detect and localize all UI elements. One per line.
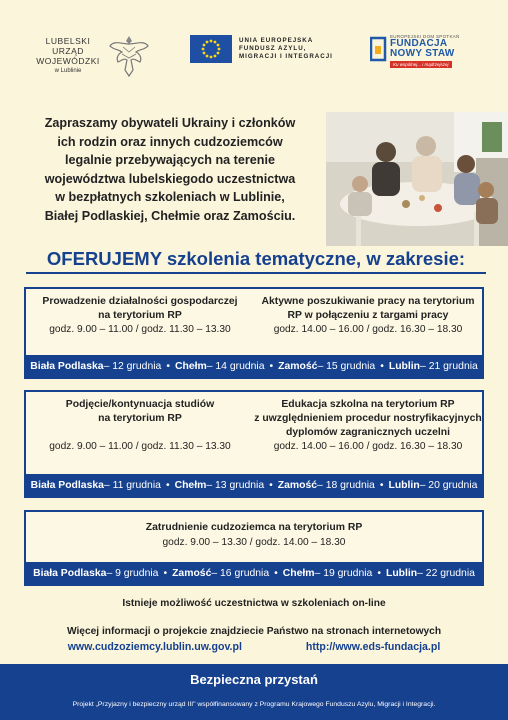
training-title: Edukacja szkolna na terytorium RP [281, 399, 455, 410]
city-date: – 19 grudnia [314, 567, 373, 579]
training-title: na terytorium RP [98, 310, 182, 321]
city-name: Biała Podlaska [30, 479, 104, 491]
city-name: Chełm [282, 567, 315, 579]
city-date: – 18 grudnia [317, 479, 375, 491]
training-2-right [254, 398, 482, 454]
training-title: RP w połączeniu z targami pracy [287, 310, 449, 321]
city-date: – 13 grudnia [206, 479, 265, 491]
more-info-text: Więcej informacji o projekcie znajdziecie Państwo na stronach internetowych [66, 626, 442, 637]
training-hours: godz. 14.00 – 16.00 / godz. 16.30 – 18.30 [273, 441, 463, 452]
training-2-left [26, 398, 254, 454]
dates-bar-3: Biała Podlaska – 9 grudnia • Zamość – 16 grudnia • Chełm – 19 grudnia • Lublin – 22 grudnia [26, 562, 482, 584]
training-title: dyplomów zagranicznych uczelni [286, 427, 450, 438]
city-date: – 21 grudnia [420, 360, 478, 372]
footer [0, 664, 508, 720]
training-1-right [254, 295, 482, 337]
offer-heading: OFERUJEMY szkolenia tematyczne, w zakresie: [26, 248, 486, 274]
city-name: Biała Podlaska [30, 360, 104, 372]
intro-line: legalnie przebywających na terenie [65, 153, 275, 167]
city-name: Zamość [278, 360, 318, 372]
family-table-photo [326, 112, 508, 246]
training-title: na terytorium RP [98, 413, 182, 424]
training-hours: godz. 9.00 – 13.30 / godz. 14.00 – 18.30 [162, 537, 346, 548]
training-box-2 [24, 390, 484, 498]
city-name: Lublin [385, 567, 418, 579]
training-3 [26, 512, 482, 550]
link-eds-fundacja[interactable]: http://www.eds-fundacja.pl [305, 641, 441, 653]
training-title: Podjęcie/kontynuacja studiów [65, 399, 215, 410]
fundacja-name-1: FUNDACJA [390, 38, 448, 49]
training-hours: godz. 9.00 – 11.00 / godz. 11.30 – 13.30 [49, 324, 231, 335]
training-1-left [26, 295, 254, 337]
eagle-emblem-icon [108, 32, 150, 80]
eu-flag-icon [190, 35, 232, 63]
training-title: Aktywne poszukiwanie pracy na terytorium [261, 296, 475, 307]
city-name: Chełm [174, 360, 207, 372]
intro-line: Zapraszamy obywateli Ukrainy i członków [44, 116, 296, 130]
intro-line: województwa lubelskiegodo uczestnictwa [44, 171, 296, 186]
city-date: – 15 grudnia [317, 360, 376, 372]
city-name: Lublin [388, 479, 420, 491]
urzad-line-4: w Lublinie [54, 68, 82, 74]
city-date: – 11 grudnia [103, 479, 161, 491]
fundacja-name-2: NOWY STAW [390, 48, 455, 59]
city-name: Biała Podlaska [33, 567, 107, 579]
fundacja-top-text: EUROPEJSKI DOM SPOTKAŃ [390, 34, 460, 39]
eu-logo-text [239, 37, 333, 61]
city-name: Zamość [172, 567, 212, 579]
ue-line-3: MIGRACJI I INTEGRACJI [239, 53, 333, 60]
online-note: Istnieje możliwość uczestnictwa w szkoleniach on-line [122, 598, 386, 609]
training-title: Prowadzenie działalności gospodarczej [42, 296, 238, 307]
intro-line: w bezpłatnych szkoleniach w Lublinie, [55, 190, 285, 204]
training-hours: godz. 14.00 – 16.00 / godz. 16.30 – 18.30 [273, 324, 463, 335]
city-date: – 16 grudnia [211, 567, 270, 579]
training-title: z uwzględnieniem procedur nostryfikacyjnych [254, 413, 482, 424]
city-name: Chełm [174, 479, 207, 491]
dates-bar-1: Biała Podlaska – 12 grudnia • Chełm – 14 grudnia • Zamość – 15 grudnia • Lublin – 21 grudnia [26, 355, 482, 377]
fundacja-house-icon [370, 34, 388, 64]
urzad-line-1: LUBELSKI [45, 36, 91, 46]
urzad-logo-text [34, 36, 102, 76]
intro-text [20, 114, 320, 225]
city-date: – 9 grudnia [106, 567, 159, 579]
training-box-3 [24, 510, 484, 586]
city-name: Zamość [277, 479, 318, 491]
fundacja-tagline: Ku wspólnej... i mądrzejszej [390, 61, 452, 68]
intro-line: Białej Podlaskiej, Chełmie oraz Zamościu. [44, 208, 296, 223]
city-name: Lublin [388, 360, 421, 372]
urzad-line-3: WOJEWÓDZKI [36, 56, 100, 66]
city-date: – 14 grudnia [206, 360, 265, 372]
eu-logo [190, 35, 333, 63]
fundacja-logo [370, 34, 480, 76]
ue-line-1: UNIA EUROPEJSKA [239, 37, 314, 44]
training-hours: godz. 9.00 – 11.00 / godz. 11.30 – 13.30 [49, 441, 231, 452]
footer-note: Projekt „Przyjazny i bezpieczny urząd III" współfinansowany z Programu Krajowego Funduszu Azylu, Migracji i Integracji. [72, 701, 436, 708]
city-date: – 22 grudnia [417, 567, 475, 579]
training-title: Zatrudnienie cudzoziemca na terytorium RP [145, 522, 363, 533]
header-logos [0, 0, 508, 96]
city-date: – 12 grudnia [103, 360, 162, 372]
footer-title: Bezpieczna przystań [190, 672, 318, 687]
website-links [0, 641, 508, 653]
intro-line: ich rodzin oraz innych cudzoziemców [57, 134, 283, 149]
urzad-line-2: URZĄD [52, 46, 84, 56]
ue-line-2: FUNDUSZ AZYLU, [239, 45, 307, 52]
city-date: – 20 grudnia [419, 479, 478, 491]
link-cudzoziemcy[interactable]: www.cudzoziemcy.lublin.uw.gov.pl [67, 641, 242, 653]
dates-bar-2: Biała Podlaska – 11 grudnia • Chełm – 13 grudnia • Zamość – 18 grudnia • Lublin – 20 grudnia [26, 474, 482, 496]
training-box-1 [24, 287, 484, 379]
urzad-logo [34, 30, 152, 82]
